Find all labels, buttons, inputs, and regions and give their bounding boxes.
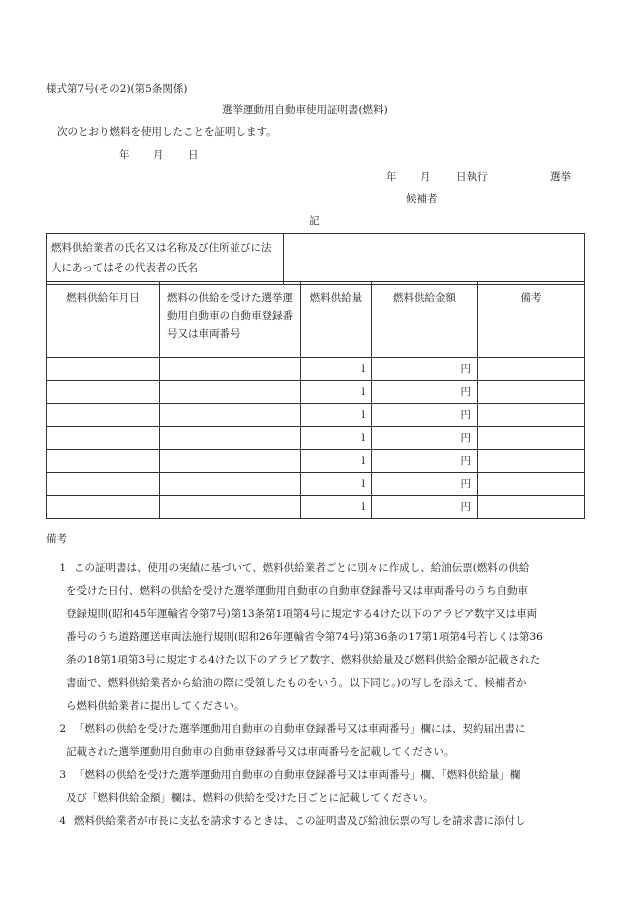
table-row — [47, 450, 585, 473]
ki-label: 記 — [309, 215, 320, 227]
cell-amount[interactable]: 円 — [372, 381, 478, 404]
cell-date[interactable] — [47, 404, 160, 427]
table-row — [47, 473, 585, 496]
cell-date[interactable] — [47, 381, 160, 404]
supplier-label: 燃料供給業者の氏名又は名称及び住所並びに法人にあってはその代表者の氏名 — [47, 234, 284, 285]
election-day-executed: 日執行 — [456, 171, 488, 183]
cell-remarks[interactable] — [478, 358, 585, 381]
cell-quantity[interactable]: l — [301, 427, 372, 450]
header-remarks: 備考 — [478, 282, 585, 358]
note-line: ら燃料供給業者に提出してください。 — [66, 700, 245, 712]
date-year: 年 — [119, 149, 130, 161]
cell-quantity[interactable]: l — [301, 473, 372, 496]
cell-date[interactable] — [47, 427, 160, 450]
cell-amount[interactable]: 円 — [372, 358, 478, 381]
note-line: 条の18第1項第3号に規定する4けた以下のアラビア数字、燃料供給量及び燃料供給金額が記載された — [66, 654, 541, 666]
cell-date[interactable] — [47, 473, 160, 496]
note-line: 登録規則(昭和45年運輸省令第7号)第13条第1項第4号に規定する4けた以下のアラビア数字又は車両 — [66, 608, 538, 620]
cell-quantity[interactable]: l — [301, 404, 372, 427]
form-id: 様式第7号(その2)(第5条関係) — [46, 83, 188, 95]
cell-amount[interactable]: 円 — [372, 427, 478, 450]
notes-section — [46, 533, 586, 833]
cell-vehicle-number[interactable] — [160, 473, 301, 496]
cell-quantity[interactable]: l — [301, 358, 372, 381]
supplier-value-cell[interactable] — [284, 234, 585, 285]
note-item — [46, 557, 586, 718]
cell-remarks[interactable] — [478, 496, 585, 519]
election-year: 年 — [386, 171, 397, 183]
note-line: 書面で、燃料供給業者から給油の際に受領したものをいう。以下同じ。)の写しを添えて、候補者か — [66, 677, 527, 689]
cell-vehicle-number[interactable] — [160, 404, 301, 427]
fuel-table — [46, 281, 585, 519]
note-line: 番号のうち道路運送車両法施行規則(昭和26年運輸省令第74号)第36条の17第1項第4号若しくは第36 — [66, 631, 543, 643]
note-line: 「燃料の供給を受けた選挙運動用自動車の自動車登録番号又は車両番号」欄には、契約届出書に — [74, 723, 526, 735]
note-item — [46, 764, 586, 810]
header-vehicle-number: 燃料の供給を受けた選挙運動用自動車の自動車登録番号又は車両番号 — [160, 282, 301, 358]
note-number: 3 — [59, 769, 66, 781]
note-number: 2 — [59, 723, 66, 735]
note-line: 及び「燃料供給金額」欄は、燃料の供給を受けた日ごとに記載してください。 — [66, 792, 434, 804]
table-row — [47, 358, 585, 381]
cell-vehicle-number[interactable] — [160, 496, 301, 519]
cell-remarks[interactable] — [478, 381, 585, 404]
cell-amount[interactable]: 円 — [372, 496, 478, 519]
cell-quantity[interactable]: l — [301, 450, 372, 473]
election-type: 選挙 — [550, 171, 571, 183]
candidate-label: 候補者 — [406, 193, 438, 205]
header-fuel-amount: 燃料供給金額 — [372, 282, 478, 358]
cell-vehicle-number[interactable] — [160, 381, 301, 404]
header-supply-date: 燃料供給年月日 — [47, 282, 160, 358]
cell-vehicle-number[interactable] — [160, 358, 301, 381]
election-month: 月 — [420, 171, 431, 183]
cell-amount[interactable]: 円 — [372, 473, 478, 496]
cell-quantity[interactable]: l — [301, 381, 372, 404]
cell-remarks[interactable] — [478, 473, 585, 496]
date-day: 日 — [188, 149, 199, 161]
table-row — [47, 381, 585, 404]
supplier-table — [46, 233, 585, 285]
cell-remarks[interactable] — [478, 450, 585, 473]
cell-amount[interactable]: 円 — [372, 404, 478, 427]
certification-statement: 次のとおり燃料を使用したことを証明します。 — [57, 126, 277, 138]
table-header-row — [47, 282, 585, 358]
notes-heading: 備考 — [46, 533, 67, 545]
note-item — [46, 810, 586, 833]
table-row — [47, 427, 585, 450]
note-line: を受けた日付、燃料の供給を受けた選挙運動用自動車の自動車登録番号又は車両番号のうち自動車 — [66, 585, 528, 597]
cell-remarks[interactable] — [478, 404, 585, 427]
table-row — [47, 404, 585, 427]
note-number: 4 — [59, 815, 66, 827]
cell-date[interactable] — [47, 496, 160, 519]
header-fuel-quantity: 燃料供給量 — [301, 282, 372, 358]
cell-vehicle-number[interactable] — [160, 450, 301, 473]
cell-date[interactable] — [47, 358, 160, 381]
cell-vehicle-number[interactable] — [160, 427, 301, 450]
note-line: 記載された選挙運動用自動車の自動車登録番号又は車両番号を記載してください。 — [66, 746, 455, 758]
note-number: 1 — [59, 562, 66, 574]
note-line: 燃料供給業者が市長に支払を請求するときは、この証明書及び給油伝票の写しを請求書に添付し — [74, 815, 526, 827]
note-line: 「燃料の供給を受けた選挙運動用自動車の自動車登録番号又は車両番号」欄、「燃料供給量」欄 — [74, 769, 521, 781]
note-line: この証明書は、使用の実績に基づいて、燃料供給業者ごとに別々に作成し、給油伝票(燃料の供給 — [74, 562, 530, 574]
document-title: 選挙運動用自動車使用証明書(燃料) — [222, 104, 388, 116]
table-row — [47, 496, 585, 519]
cell-date[interactable] — [47, 450, 160, 473]
cell-amount[interactable]: 円 — [372, 450, 478, 473]
cell-quantity[interactable]: l — [301, 496, 372, 519]
note-item — [46, 718, 586, 764]
date-month: 月 — [153, 149, 164, 161]
cell-remarks[interactable] — [478, 427, 585, 450]
